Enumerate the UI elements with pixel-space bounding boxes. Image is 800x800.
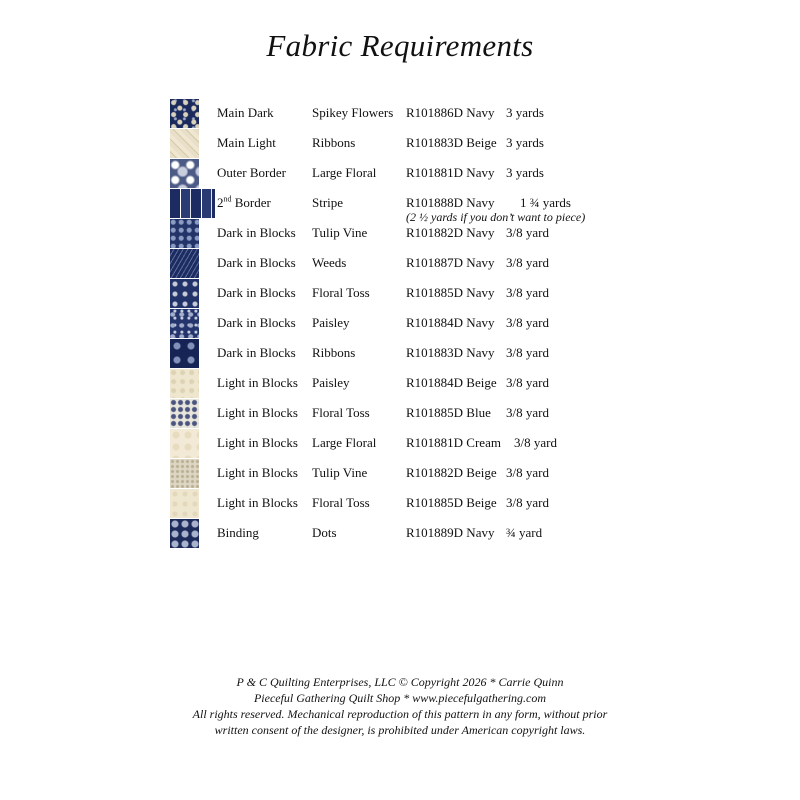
table-row xyxy=(0,398,800,428)
fabric-quantity: 3/8 yard xyxy=(514,435,557,450)
table-row xyxy=(0,518,800,548)
fabric-swatch xyxy=(170,489,199,518)
fabric-use: Dark in Blocks xyxy=(217,315,296,330)
fabric-quantity: 3 yards xyxy=(506,165,544,180)
fabric-quantity: 3/8 yard xyxy=(506,225,549,240)
fabric-name: Spikey Flowers xyxy=(312,105,394,120)
fabric-swatch xyxy=(170,369,199,398)
fabric-name: Floral Toss xyxy=(312,495,370,510)
fabric-sku: R101889D Navy xyxy=(406,525,495,540)
fabric-sku: R101886D Navy xyxy=(406,105,495,120)
fabric-sku: R101885D Navy xyxy=(406,285,495,300)
table-row xyxy=(0,368,800,398)
fabric-quantity: 3/8 yard xyxy=(506,465,549,480)
fabric-name: Floral Toss xyxy=(312,285,370,300)
fabric-name: Floral Toss xyxy=(312,405,370,420)
fabric-name: Stripe xyxy=(312,195,344,210)
table-row xyxy=(0,308,800,338)
fabric-name: Paisley xyxy=(312,375,350,390)
fabric-use: Main Light xyxy=(217,135,276,150)
fabric-sku: R101885D Beige xyxy=(406,495,497,510)
fabric-quantity: 3 yards xyxy=(506,105,544,120)
fabric-quantity: 3/8 yard xyxy=(506,405,549,420)
fabric-sku: R101881D Navy xyxy=(406,165,495,180)
fabric-swatch xyxy=(170,189,215,218)
fabric-use: Dark in Blocks xyxy=(217,285,296,300)
fabric-sku: R101882D Navy xyxy=(406,225,495,240)
fabric-quantity: 1 ¾ yards xyxy=(520,195,571,210)
table-row xyxy=(0,158,800,188)
table-row xyxy=(0,488,800,518)
fabric-name: Dots xyxy=(312,525,337,540)
table-row xyxy=(0,428,800,458)
fabric-note: (2 ½ yards if you don’t want to piece) xyxy=(406,210,586,224)
fabric-swatch xyxy=(170,339,199,368)
fabric-swatch xyxy=(170,429,199,458)
fabric-sku: R101883D Beige xyxy=(406,135,497,150)
fabric-sku: R101888D Navy xyxy=(406,195,495,210)
table-row xyxy=(0,278,800,308)
fabric-use xyxy=(217,195,271,211)
rights-line-continued: written consent of the designer, is prohibited under American copyright laws. xyxy=(214,723,586,737)
fabric-swatch xyxy=(170,159,199,188)
fabric-use: Light in Blocks xyxy=(217,495,298,510)
fabric-sku: R101887D Navy xyxy=(406,255,495,270)
fabric-use: Binding xyxy=(217,525,259,540)
fabric-swatch xyxy=(170,519,199,548)
fabric-use-number: 2 xyxy=(217,195,224,210)
fabric-sku: R101881D Cream xyxy=(406,435,501,450)
fabric-quantity: 3/8 yard xyxy=(506,375,549,390)
fabric-quantity: 3/8 yard xyxy=(506,345,549,360)
fabric-sku: R101882D Beige xyxy=(406,465,497,480)
fabric-name: Large Floral xyxy=(312,165,377,180)
table-row xyxy=(0,128,800,158)
fabric-use: Dark in Blocks xyxy=(217,225,296,240)
table-row xyxy=(0,338,800,368)
fabric-quantity: 3/8 yard xyxy=(506,315,549,330)
fabric-use: Dark in Blocks xyxy=(217,255,296,270)
fabric-quantity: ¾ yard xyxy=(506,525,543,540)
fabric-use: Light in Blocks xyxy=(217,465,298,480)
fabric-use: Dark in Blocks xyxy=(217,345,296,360)
table-row xyxy=(0,458,800,488)
shop-line: Pieceful Gathering Quilt Shop * www.piecefulgathering.com xyxy=(253,691,547,705)
fabric-name: Paisley xyxy=(312,315,350,330)
fabric-name: Large Floral xyxy=(312,435,377,450)
fabric-name: Tulip Vine xyxy=(312,465,368,480)
copyright-line: P & C Quilting Enterprises, LLC © Copyright 2026 * Carrie Quinn xyxy=(236,675,564,689)
fabric-use-ordinal: nd xyxy=(223,194,232,204)
table-row xyxy=(0,218,800,248)
fabric-name: Ribbons xyxy=(312,345,356,360)
fabric-swatch xyxy=(170,129,199,158)
table-row xyxy=(0,188,800,224)
fabric-quantity: 3/8 yard xyxy=(506,495,549,510)
fabric-use: Outer Border xyxy=(217,165,286,180)
fabric-swatch xyxy=(170,459,199,488)
fabric-name: Tulip Vine xyxy=(312,225,368,240)
fabric-use-label: Border xyxy=(231,195,271,210)
fabric-quantity: 3 yards xyxy=(506,135,544,150)
fabric-sku: R101884D Beige xyxy=(406,375,497,390)
copyright-footer xyxy=(0,674,800,738)
fabric-use: Light in Blocks xyxy=(217,375,298,390)
fabric-quantity: 3/8 yard xyxy=(506,255,549,270)
table-row xyxy=(0,248,800,278)
fabric-swatch xyxy=(170,249,199,278)
fabric-name: Weeds xyxy=(312,255,347,270)
fabric-swatch xyxy=(170,399,199,428)
fabric-sku: R101883D Navy xyxy=(406,345,495,360)
fabric-swatch xyxy=(170,309,199,338)
fabric-use: Light in Blocks xyxy=(217,405,298,420)
table-row xyxy=(0,98,800,128)
fabric-sku: R101884D Navy xyxy=(406,315,495,330)
fabric-swatch xyxy=(170,219,199,248)
fabric-use: Main Dark xyxy=(217,105,274,120)
rights-line: All rights reserved. Mechanical reproduction of this pattern in any form, without prior xyxy=(192,707,608,721)
fabric-swatch xyxy=(170,279,199,308)
fabric-use: Light in Blocks xyxy=(217,435,298,450)
fabric-name: Ribbons xyxy=(312,135,356,150)
page-title: Fabric Requirements xyxy=(266,28,534,63)
fabric-sku: R101885D Blue xyxy=(406,405,491,420)
fabric-swatch xyxy=(170,99,199,128)
fabric-quantity: 3/8 yard xyxy=(506,285,549,300)
